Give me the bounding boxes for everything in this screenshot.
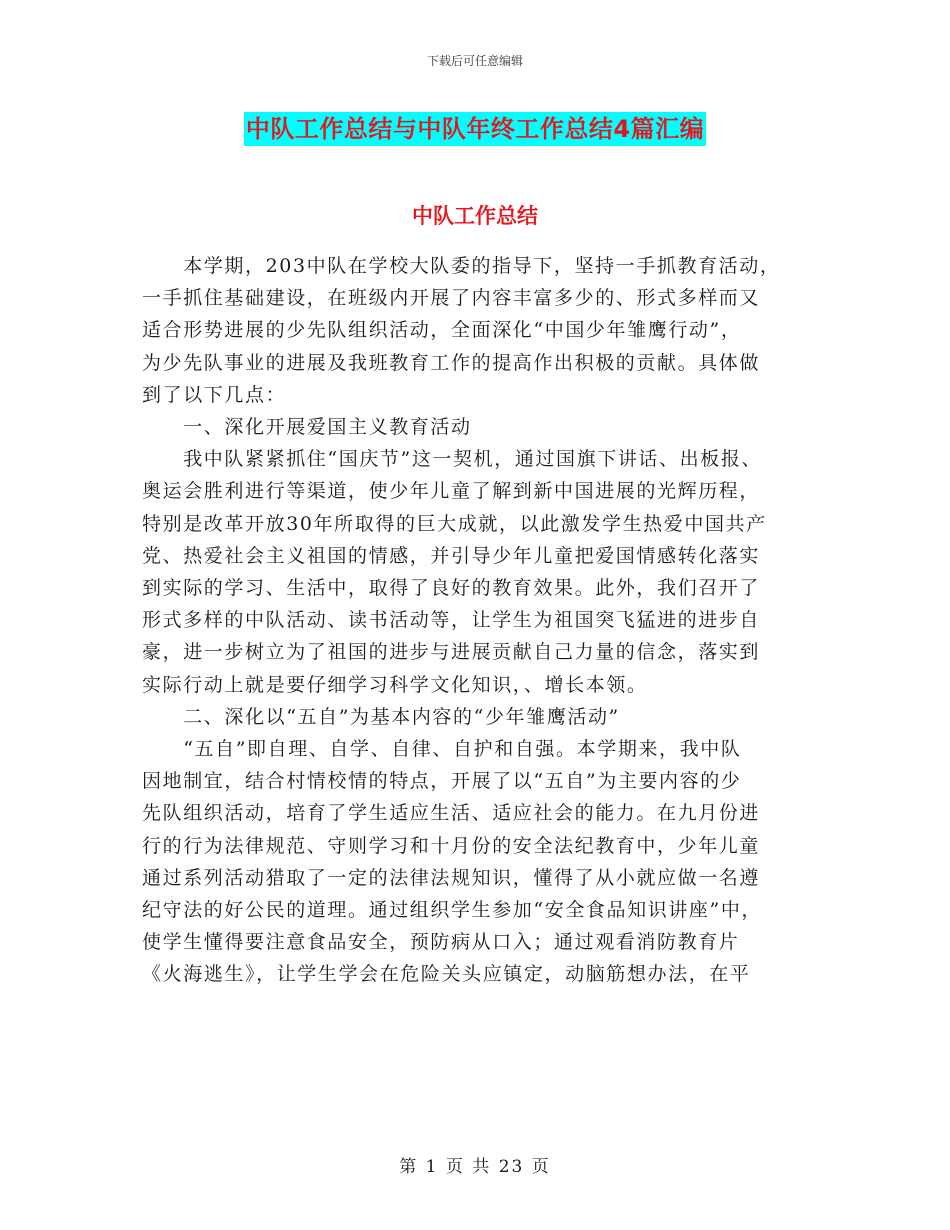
page-footer: 第 1 页 共 23 页 <box>399 1157 551 1177</box>
doc-title-wrap <box>0 112 950 146</box>
body-line: 为少先队事业的进展及我班教育工作的提高作出积极的贡献。具体做 <box>142 351 761 374</box>
body-line: 适合形势进展的少先队组织活动，全面深化“中国少年雏鹰行动”， <box>142 319 742 342</box>
body-line: 使学生懂得要注意食品安全，预防病从口入；通过观看消防教育片 <box>142 931 740 954</box>
section-heading-1: 一、深化开展爱国主义教育活动 <box>142 416 472 439</box>
body-line: 形式多样的中队活动、读书活动等，让学生为祖国突飞猛进的进步自 <box>142 609 761 632</box>
body-line: 到实际的学习、生活中，取得了良好的教育效果。此外，我们召开了 <box>142 577 761 600</box>
body-text <box>142 250 812 991</box>
body-line: 奥运会胜利进行等渠道，使少年儿童了解到新中国进展的光辉历程， <box>142 480 761 503</box>
header-note: 下载后可任意编辑 <box>426 54 523 68</box>
body-line: 纪守法的好公民的道理。通过组织学生参加“安全食品知识讲座”中， <box>142 899 763 922</box>
body-line: 《火海逃生》，让学生学会在危险关头应镇定，动脑筋想办法，在平 <box>142 963 751 986</box>
body-line: 行的行为法律规范、守则学习和十月份的安全法纪教育中，少年儿童 <box>142 834 761 857</box>
body-line: 特别是改革开放30年所取得的巨大成就，以此激发学生热爱中国共产 <box>142 512 767 535</box>
body-line: 到了以下几点： <box>142 383 287 406</box>
body-line: 先队组织活动，培育了学生适应生活、适应社会的能力。在九月份进 <box>142 802 761 825</box>
body-line: 我中队紧紧抓住“国庆节”这一契机，通过国旗下讲话、出板报、 <box>142 448 763 471</box>
section-heading-2: 二、深化以“五自”为基本内容的“少年雏鹰活动” <box>142 705 620 728</box>
body-line: 豪，进一步树立为了祖国的进步与进展贡献自己力量的信念，落实到 <box>142 641 761 664</box>
body-line: 通过系列活动猎取了一定的法律法规知识，懂得了从小就应做一名遵 <box>142 866 761 889</box>
body-line: 本学期，203中队在学校大队委的指导下，坚持一手抓教育活动， <box>142 255 781 277</box>
doc-title: 中队工作总结与中队年终工作总结4篇汇编 <box>244 112 706 146</box>
body-line: 一手抓住基础建设，在班级内开展了内容丰富多少的、形式多样而又 <box>142 287 761 310</box>
body-line: 实际行动上就是要仔细学习科学文化知识，、增长本领。 <box>142 673 648 696</box>
section-title: 中队工作总结 <box>412 204 538 228</box>
body-line: 党、热爱社会主义祖国的情感，并引导少年儿童把爱国情感转化落实 <box>142 544 761 567</box>
body-line: “五自”即自理、自学、自律、自护和自强。本学期来，我中队 <box>142 738 742 761</box>
body-line: 因地制宜，结合村情校情的特点，开展了以“五自”为主要内容的少 <box>142 770 742 793</box>
